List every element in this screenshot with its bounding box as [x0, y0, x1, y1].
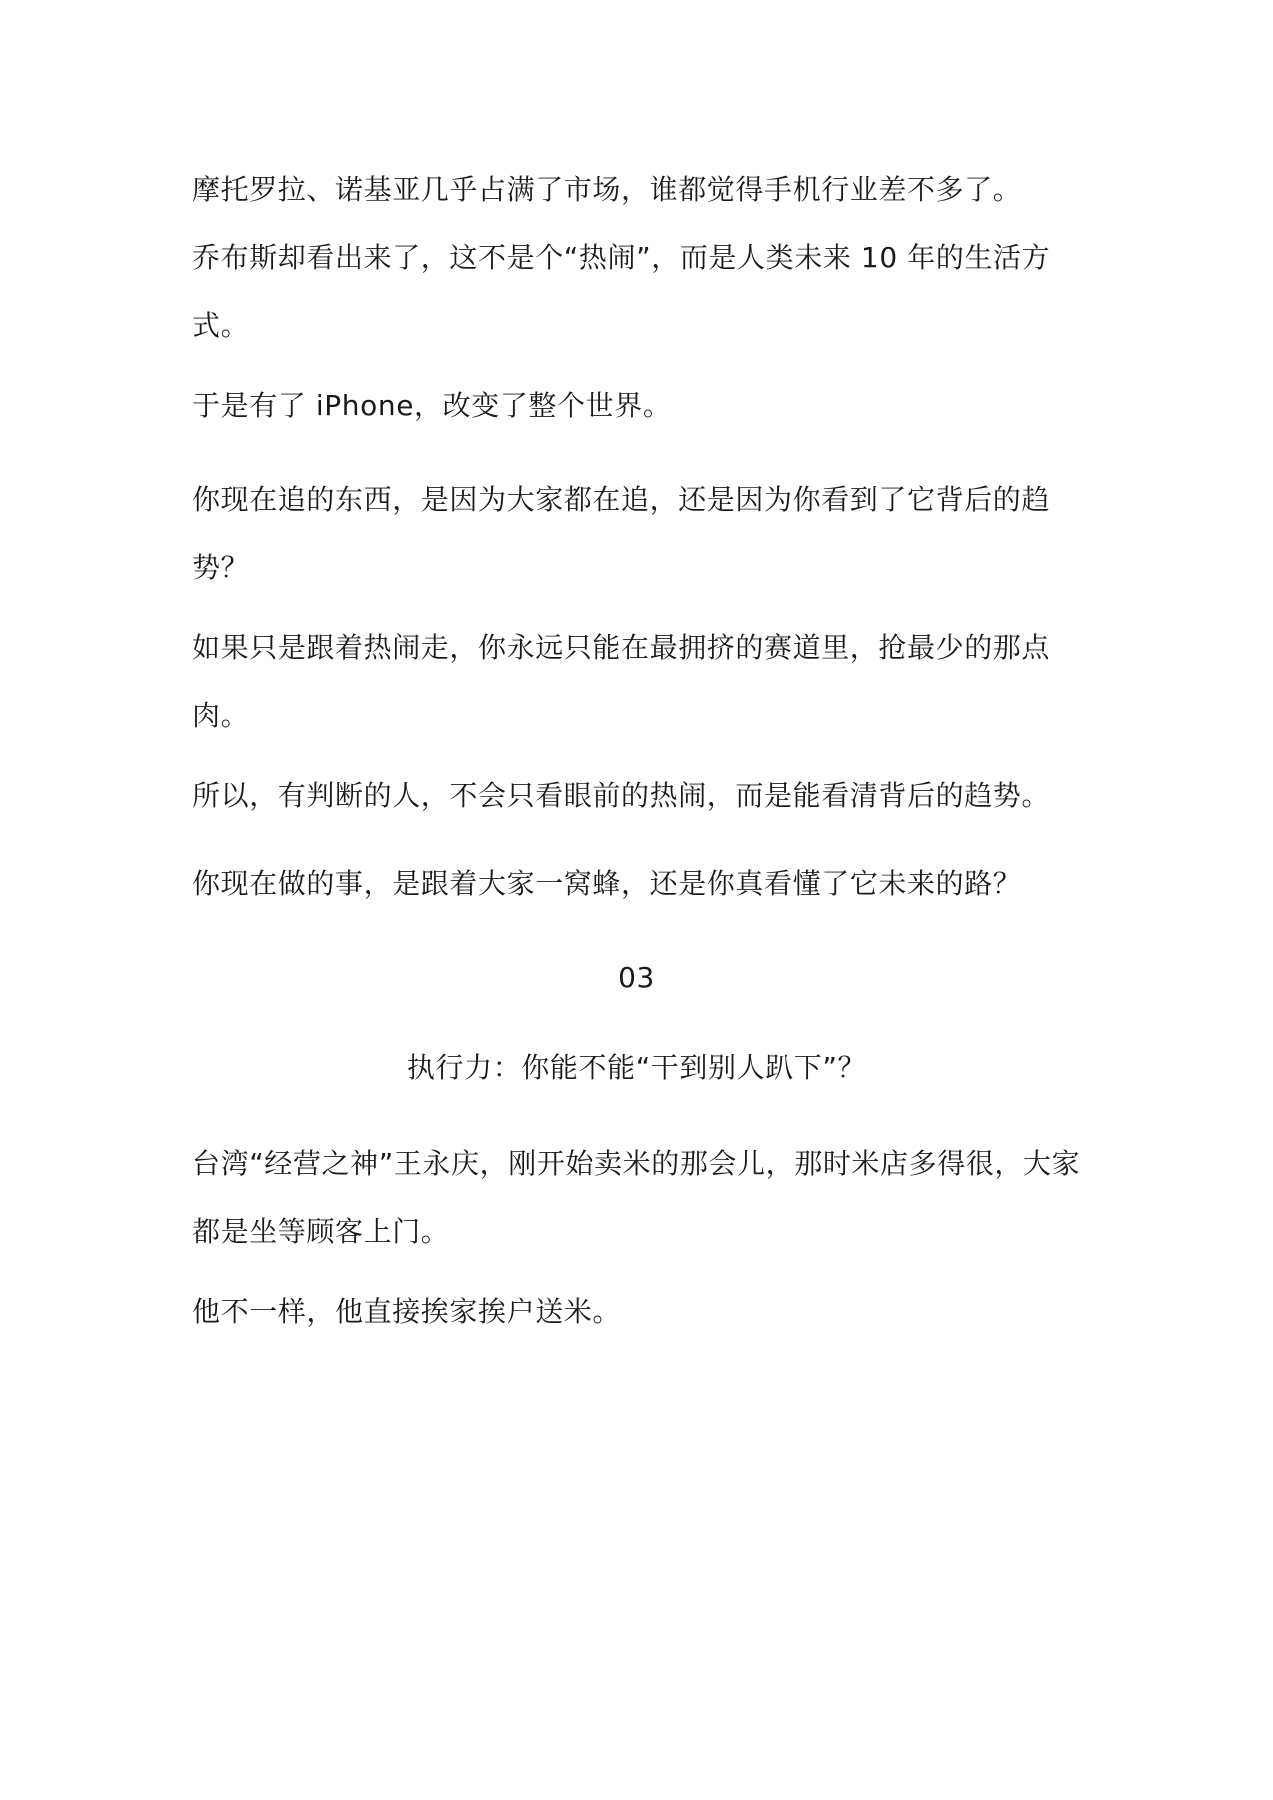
paragraph: 你现在追的东西，是因为大家都在追，还是因为你看到了它背后的趋势？ — [192, 483, 1051, 584]
section-number: 03 — [618, 961, 655, 994]
paragraph: 于是有了 iPhone，改变了整个世界。 — [192, 389, 672, 422]
paragraph: 所以，有判断的人，不会只看眼前的热闹，而是能看清背后的趋势。 — [192, 779, 1051, 812]
paragraph: 你现在做的事，是跟着大家一窝蜂，还是你真看懂了它未来的路？ — [192, 867, 1022, 900]
paragraph: 他不一样，他直接挨家挨户送米。 — [192, 1295, 622, 1328]
paragraph: 如果只是跟着热闹走，你永远只能在最拥挤的赛道里，抢最少的那点肉。 — [192, 631, 1051, 732]
paragraph: 摩托罗拉、诺基亚几乎占满了市场，谁都觉得手机行业差不多了。 — [192, 173, 1022, 206]
paragraph: 乔布斯却看出来了，这不是个“热闹”，而是人类未来 10 年的生活方式。 — [192, 241, 1051, 342]
section-heading: 执行力：你能不能“干到别人趴下”？ — [406, 1051, 867, 1084]
paragraph: 台湾“经营之神”王永庆，刚开始卖米的那会儿，那时米店多得很，大家都是坐等顾客上门。 — [192, 1147, 1081, 1248]
